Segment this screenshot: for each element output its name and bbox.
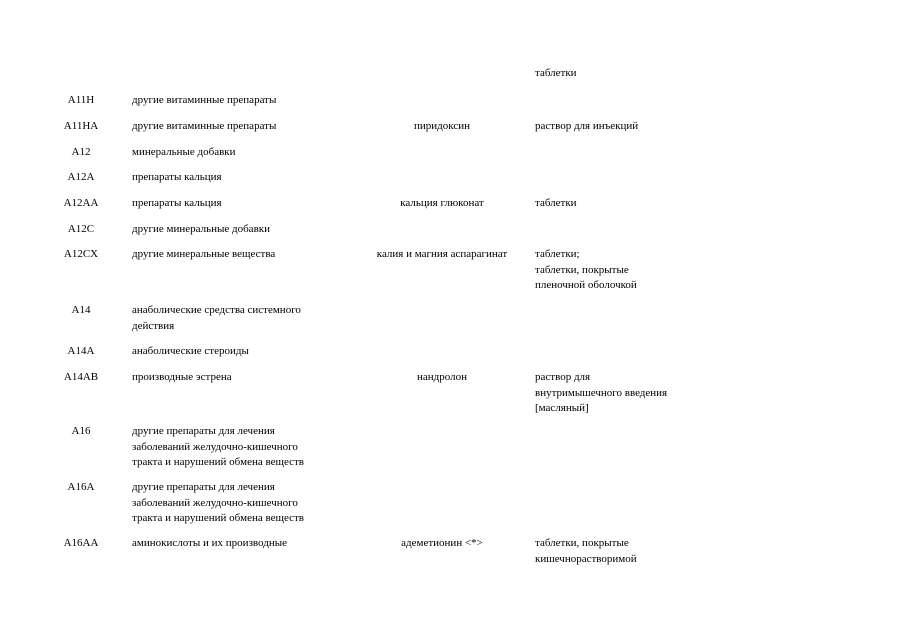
atc-code-cell: A11H (67, 94, 95, 106)
dosage-form-cell: таблетки; таблетки, покрытые пленочной оболочкой (535, 248, 637, 291)
group-name-cell: препараты кальция (132, 171, 222, 183)
group-name-cell: другие минеральные добавки (132, 223, 270, 235)
atc-code-cell: A12C (67, 223, 95, 235)
drug-name-cell: адеметионин <*> (401, 537, 483, 549)
dosage-form-cell: раствор для инъекций (535, 120, 639, 132)
group-name-cell: другие минеральные вещества (132, 248, 276, 260)
group-name-cell: анаболические средства системного действия (132, 304, 301, 332)
dosage-form-cell: таблетки, покрытые кишечнорастворимой (535, 537, 637, 565)
group-name-cell: другие препараты для лечения заболеваний желудочно-кишечного тракта и нарушений обмена веществ (132, 425, 304, 468)
group-name-cell: анаболические стероиды (132, 345, 249, 357)
group-name-cell: производные эстрена (132, 371, 232, 383)
atc-code-cell: A16 (71, 425, 91, 437)
dosage-form-cell: таблетки (535, 197, 577, 209)
dosage-form-cell: раствор для внутримышечного введения [масляный] (535, 371, 668, 414)
atc-code-cell: A14 (71, 304, 91, 316)
atc-code-cell: A11HA (63, 120, 99, 132)
atc-code-cell: A16AA (63, 537, 99, 549)
drug-name-cell: калия и магния аспарагинат (376, 248, 508, 260)
atc-code-cell: A12CX (63, 248, 99, 260)
dosage-form-cell: таблетки (535, 67, 577, 79)
group-name-cell: препараты кальция (132, 197, 222, 209)
group-name-cell: другие витаминные препараты (132, 94, 277, 106)
group-name-cell: другие витаминные препараты (132, 120, 277, 132)
drug-name-cell: пиридоксин (414, 120, 470, 132)
atc-code-cell: A14AB (63, 371, 99, 383)
drug-name-cell: кальция глюконат (400, 197, 484, 209)
group-name-cell: другие препараты для лечения заболеваний желудочно-кишечного тракта и нарушений обмена веществ (132, 481, 304, 524)
atc-code-cell: A14A (67, 345, 95, 357)
atc-code-cell: A12AA (63, 197, 99, 209)
drug-name-cell: нандролон (417, 371, 467, 383)
atc-code-cell: A12A (67, 171, 95, 183)
group-name-cell: минеральные добавки (132, 146, 236, 158)
atc-code-cell: A16A (67, 481, 95, 493)
group-name-cell: аминокислоты и их производные (132, 537, 287, 549)
atc-code-cell: A12 (71, 146, 91, 158)
